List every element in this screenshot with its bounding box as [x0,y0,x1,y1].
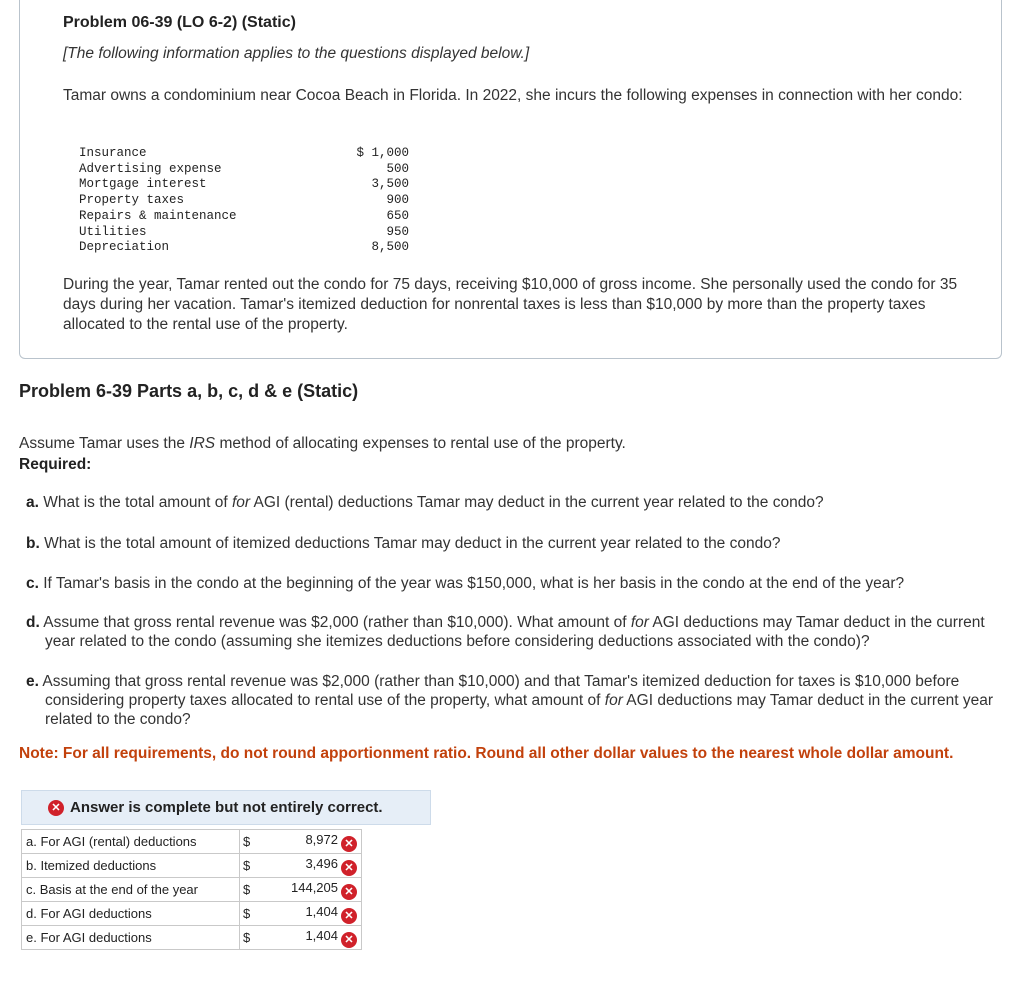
question-text-end: AGI (rental) deductions Tamar may deduct in the current year related to the condo? [250,494,824,511]
question-emphasis: for [630,614,649,631]
answer-label: a. For AGI (rental) deductions [22,830,240,854]
question-text: If Tamar's basis in the condo at the beginning of the year was $150,000, what is her basis in the condo at the end of the year? [43,575,905,592]
expense-row [79,209,409,225]
question-e [26,672,1015,729]
answer-row [22,878,362,902]
expense-label: Depreciation [79,240,170,255]
incorrect-icon: ✕ [341,932,357,948]
answer-value-cell[interactable] [257,878,362,902]
question-letter: b. [26,535,40,552]
question-text: Assume that gross rental revenue was $2,000 (rather than $10,000). What amount of [43,614,631,631]
question-a [26,493,1015,512]
answer-value[interactable]: 144,205 [291,879,338,895]
currency-symbol: $ [240,926,258,950]
assumption-emphasis: IRS [189,435,216,452]
answer-table [21,829,362,950]
required-label: Required: [19,456,92,473]
answer-row [22,926,362,950]
assumption-text [19,435,626,453]
expense-row [79,225,409,241]
expense-label: Property taxes [79,193,185,208]
assumption-pre: Assume Tamar uses the [19,435,190,452]
expense-label: Insurance [79,146,147,160]
question-emphasis: for [231,494,251,511]
assumption-post: method of allocating expenses to rental use of the property. [215,435,626,452]
question-text: What is the total amount of [43,494,232,511]
answer-value-cell[interactable] [257,926,362,950]
answer-value-cell[interactable] [257,830,362,854]
question-letter: e. [26,673,39,690]
currency-symbol: $ [240,878,258,902]
question-text: Assuming that gross rental revenue was $2,000 (rather than $10,000) and that Tamar's itemized deduction for taxes is $10,000 before considering property taxes allocated to rental use of the property, what amount of [42,673,960,709]
answer-value-cell[interactable] [257,902,362,926]
rental-details: During the year, Tamar rented out the condo for 75 days, receiving $10,000 of gross income. She personally used the condo for 35 days during her vacation. Tamar's itemized deduction for nonrental taxes is less than $10,000 by more than the property taxes allocated to the rental use of the property. [63,276,958,333]
expense-table [79,146,409,256]
incorrect-icon: ✕ [341,884,357,900]
expense-amount: $ 1,000 [356,146,409,160]
expense-row [79,193,409,209]
x-circle-icon: ✕ [48,800,64,816]
answer-value[interactable]: 3,496 [305,855,338,871]
currency-symbol: $ [240,854,258,878]
answer-row [22,830,362,854]
expense-label: Repairs & maintenance [79,208,237,223]
currency-symbol: $ [240,830,258,854]
expense-amount: 500 [386,161,409,176]
expense-amount: 900 [386,193,409,208]
question-d [26,613,1015,651]
incorrect-icon: ✕ [341,860,357,876]
expense-label: Advertising expense [79,161,222,176]
question-emphasis: for [604,692,623,709]
question-c [26,574,1015,593]
answer-status-banner [21,790,431,825]
answer-label: d. For AGI deductions [22,902,240,926]
question-letter: d. [26,614,40,631]
context-note: [The following information applies to the questions displayed below.] [63,45,530,62]
parts-title: Problem 6-39 Parts a, b, c, d & e (Static) [19,381,359,401]
answer-value[interactable]: 1,404 [305,903,338,919]
question-text-end: AGI deductions may Tamar deduct in the current year related to the condo? [45,692,994,728]
expense-label: Utilities [79,224,147,239]
answer-label: e. For AGI deductions [22,926,240,950]
expense-label: Mortgage interest [79,177,207,192]
expense-amount: 3,500 [371,177,409,192]
answer-value-cell[interactable] [257,854,362,878]
currency-symbol: $ [240,902,258,926]
expense-row [79,146,409,162]
incorrect-icon: ✕ [341,836,357,852]
answer-value[interactable]: 8,972 [305,831,338,847]
question-letter: c. [26,575,39,592]
answer-row [22,902,362,926]
rounding-note: Note: For all requirements, do not round apportionment ratio. Round all other dollar values to the nearest whole dollar amount. [19,745,954,762]
incorrect-icon: ✕ [341,908,357,924]
question-b [26,534,1015,553]
answer-label: b. Itemized deductions [22,854,240,878]
question-letter: a. [26,494,39,511]
answer-label: c. Basis at the end of the year [22,878,240,902]
answer-value[interactable]: 1,404 [305,927,338,943]
expense-amount: 8,500 [371,240,409,255]
problem-title: Problem 06-39 (LO 6-2) (Static) [63,14,296,31]
answer-status-text: Answer is complete but not entirely correct. [70,799,383,816]
question-text: What is the total amount of itemized deductions Tamar may deduct in the current year related to the condo? [44,535,781,552]
expense-row [79,162,409,178]
answer-row [22,854,362,878]
question-text-end: AGI deductions may Tamar deduct in the current year related to the condo (assuming she itemizes deductions before considering deductions associated with the condo)? [45,614,985,650]
expense-amount: 950 [386,224,409,239]
expense-row [79,177,409,193]
expense-amount: 650 [386,208,409,223]
problem-intro: Tamar owns a condominium near Cocoa Beach in Florida. In 2022, she incurs the following expenses in connection with her condo: [63,87,963,104]
expense-row [79,240,409,256]
